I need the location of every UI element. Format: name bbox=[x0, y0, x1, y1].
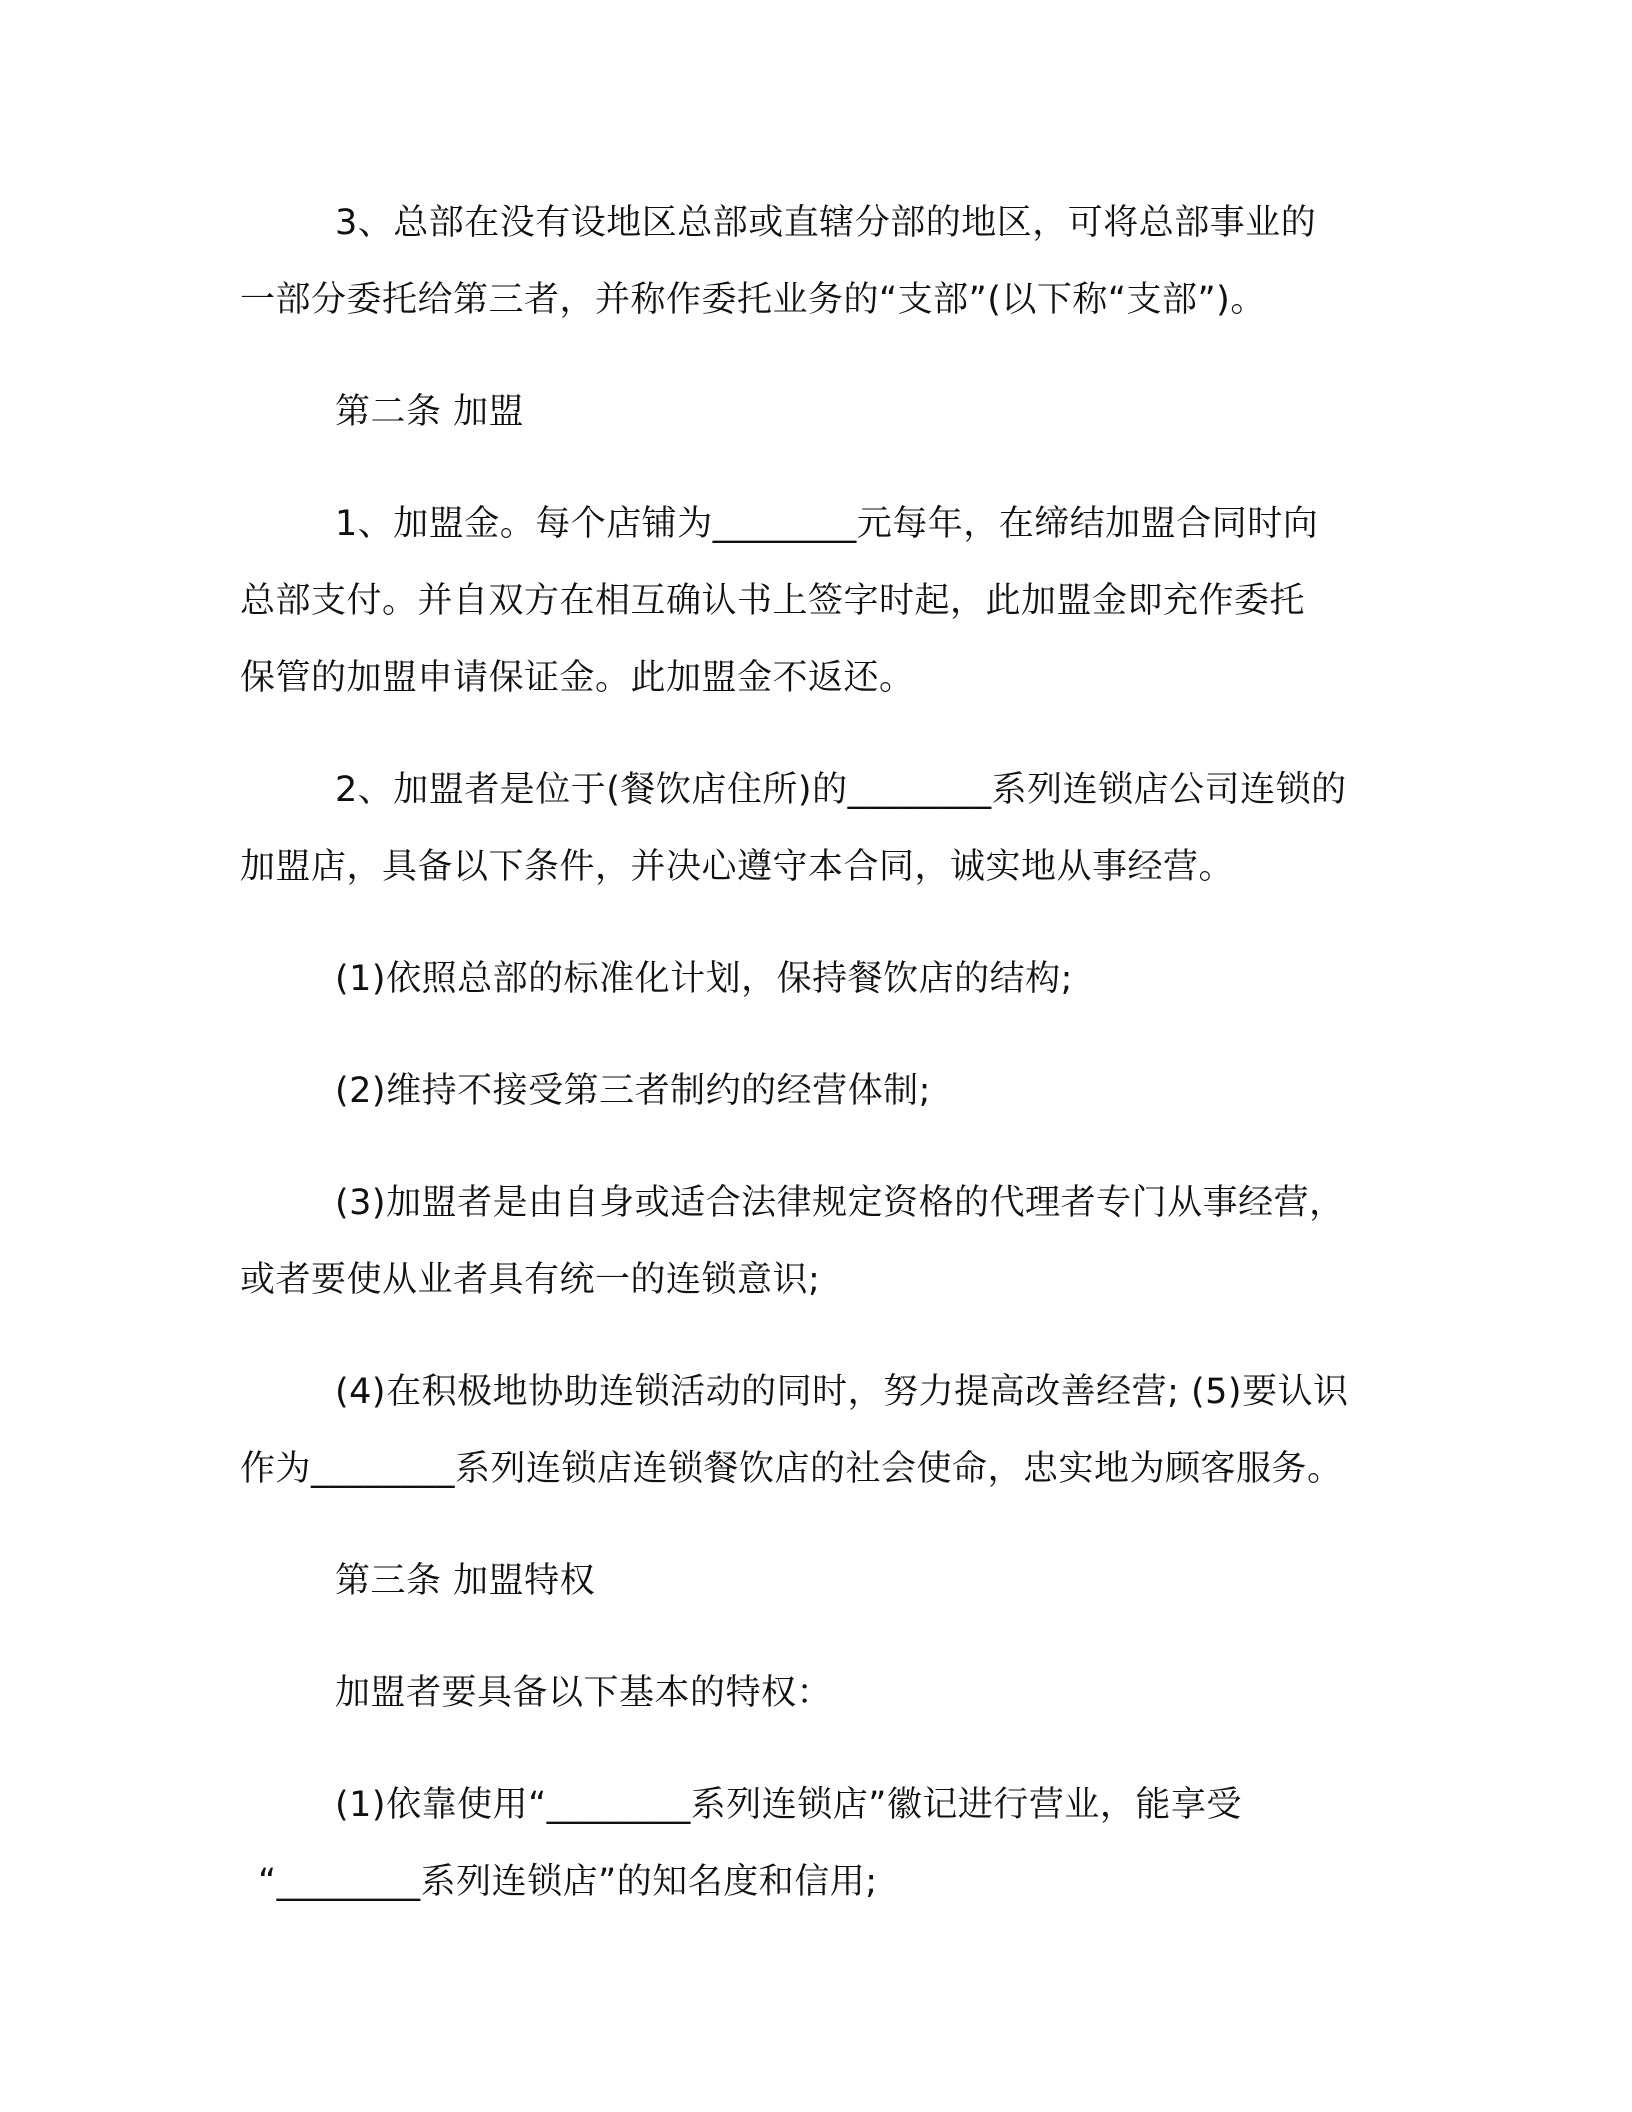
article-heading-2 bbox=[240, 374, 1380, 451]
paragraph-branch-delegation bbox=[240, 185, 1380, 339]
paragraph-privileges-intro bbox=[240, 1655, 1380, 1732]
privilege-item-1 bbox=[240, 1767, 1380, 1921]
list-item-2 bbox=[240, 1053, 1380, 1130]
list-item-4-5 bbox=[240, 1354, 1380, 1508]
document-body bbox=[240, 185, 1380, 1956]
text-line: 2、加盟者是位于(餐饮店住所)的________系列连锁店公司连锁的 bbox=[335, 770, 1347, 810]
text-line: 作为________系列连锁店连锁餐饮店的社会使命，忠实地为顾客服务。 bbox=[240, 1449, 1343, 1489]
article-heading-3 bbox=[240, 1543, 1380, 1620]
list-item-3 bbox=[240, 1165, 1380, 1319]
text-line: 1、加盟金。每个店铺为________元每年，在缔结加盟合同时向 bbox=[335, 504, 1319, 544]
text-line: 加盟店，具备以下条件，并决心遵守本合同，诚实地从事经营。 bbox=[240, 847, 1235, 887]
text-line: (2)维持不接受第三者制约的经营体制; bbox=[335, 1071, 931, 1111]
text-line: (1)依靠使用“________系列连锁店”徽记进行营业，能享受 bbox=[335, 1785, 1242, 1825]
text-line: 加盟者要具备以下基本的特权： bbox=[335, 1673, 833, 1713]
text-line: 保管的加盟申请保证金。此加盟金不返还。 bbox=[240, 658, 915, 698]
text-line: 3、总部在没有设地区总部或直辖分部的地区，可将总部事业的 bbox=[335, 203, 1317, 243]
text-line: “________系列连锁店”的知名度和信用; bbox=[258, 1862, 878, 1902]
text-line: 总部支付。并自双方在相互确认书上签字时起，此加盟金即充作委托 bbox=[240, 581, 1306, 621]
heading-text: 第三条 加盟特权 bbox=[335, 1561, 596, 1601]
text-line: 或者要使从业者具有统一的连锁意识; bbox=[240, 1260, 821, 1300]
paragraph-franchisee-conditions bbox=[240, 752, 1380, 906]
text-line: (3)加盟者是由自身或适合法律规定资格的代理者专门从事经营， bbox=[335, 1183, 1345, 1223]
text-line: 一部分委托给第三者，并称作委托业务的“支部”(以下称“支部”)。 bbox=[240, 280, 1266, 320]
heading-text: 第二条 加盟 bbox=[335, 392, 525, 432]
list-item-1 bbox=[240, 941, 1380, 1018]
paragraph-franchise-fee bbox=[240, 486, 1380, 717]
text-line: (4)在积极地协助连锁活动的同时，努力提高改善经营; (5)要认识 bbox=[335, 1372, 1349, 1412]
text-line: (1)依照总部的标准化计划，保持餐饮店的结构; bbox=[335, 959, 1073, 999]
